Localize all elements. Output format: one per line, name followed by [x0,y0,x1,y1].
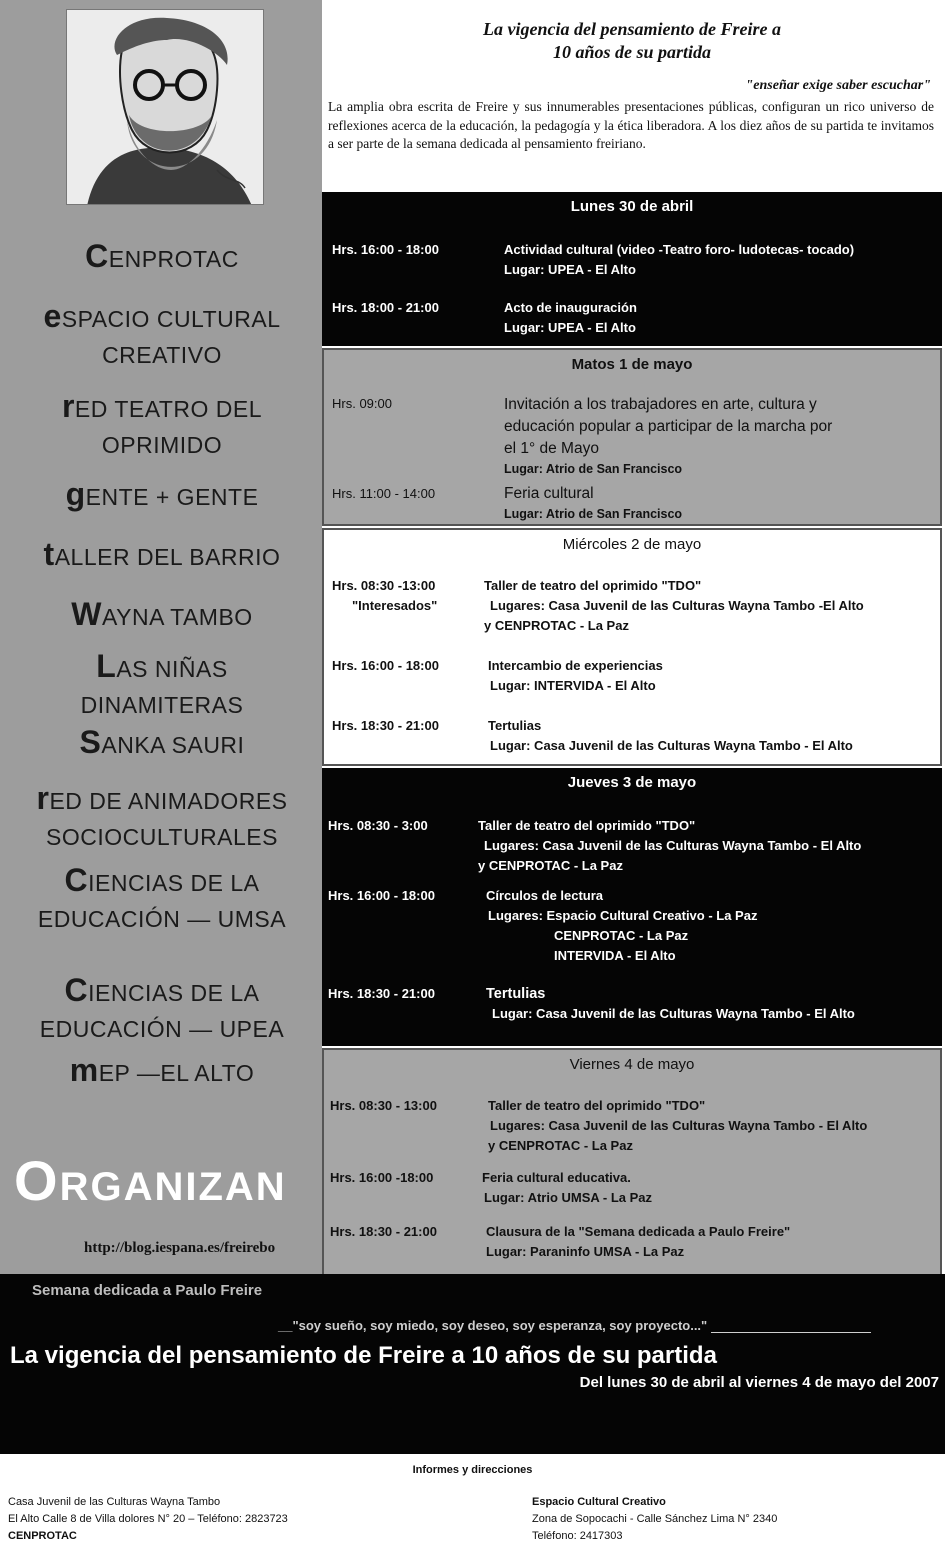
bottom-banner [0,1274,945,1454]
organizer-wayna-tambo: WAYNA TAMBO [71,596,253,632]
day-block-lunes: Lunes 30 de abril Hrs. 16:00 - 18:00 Actividad cultural (video -Teatro foro- ludotecas- tocado) Lugar: UPEA - El Alto Hrs. 18:00 - 21:00 Acto de inauguración Lugar: UPEA - El Alto [322,192,942,346]
banner-quote: __"soy sueño, soy miedo, soy deseo, soy esperanza, soy proyecto..." [278,1318,871,1333]
event-time: Hrs. 16:00 - 18:00 [332,242,439,257]
organizer-ninas-dinamiteras: LAS NIÑAS DINAMITERAS [80,648,244,718]
organizer-cenprotac: CENPROTAC [85,238,239,274]
banner-semana-label: Semana dedicada a Paulo Freire [32,1282,263,1299]
organizer-espacio-cultural: eSPACIO CULTURAL CREATIVO [43,298,281,368]
event-note: "Interesados" [352,598,438,613]
organizers-column [0,0,322,1274]
footer-title: Informes y direcciones [412,1464,533,1476]
day-title: Jueves 3 de mayo [567,774,697,791]
day-block-viernes: Viernes 4 de mayo Hrs. 08:30 - 13:00 Taller de teatro del oprimido "TDO" Lugares: Casa Juvenil de las Culturas Wayna Tambo - El Alto y CENPROTAC - La Paz Hrs. 16:00 -18:00 Feria cultural educativa. Lugar: Atrio UMSA - La Paz Hrs. 18:30 - 21:00 Clausura de la "Semana dedicada a Paulo Freire" Lugar: Paraninfo UMSA - La Paz [322,1048,942,1278]
banner-title: La vigencia del pensamiento de Freire a 10 años de su partida [10,1342,717,1369]
event-time: Hrs. 18:30 - 21:00 [330,1224,437,1239]
event-time: Hrs. 09:00 [332,396,392,411]
day-title: Lunes 30 de abril [570,198,694,215]
event-time: Hrs. 08:30 - 3:00 [328,818,428,833]
address-right: Espacio Cultural Creativo Zona de Sopocachi - Calle Sánchez Lima N° 2340 Teléfono: 2417303 [532,1496,778,1542]
header-quote: "enseñar exige saber escuchar" [745,78,931,93]
event-time: Hrs. 16:00 - 18:00 [332,658,439,673]
event-time: Hrs. 16:00 - 18:00 [328,888,435,903]
banner-dates: Del lunes 30 de abril al viernes 4 de mayo del 2007 [579,1374,939,1391]
event-time: Hrs. 18:30 - 21:00 [328,986,435,1001]
event-time: Hrs. 18:30 - 21:00 [332,718,439,733]
blog-url-link[interactable]: http://blog.iespana.es/freirebo [84,1240,276,1256]
event-time: Hrs. 08:30 -13:00 [332,578,436,593]
day-block-miercoles: Miércoles 2 de mayo Hrs. 08:30 -13:00 "Interesados" Taller de teatro del oprimido "TDO" Lugares: Casa Juvenil de las Culturas Wayna Tambo -El Alto y CENPROTAC - La Paz Hrs. 16:00 - 18:00 Intercambio de experiencias Lugar: INTERVIDA - El Alto Hrs. 18:30 - 21:00 Tertulias Lugar: Casa Juvenil de las Culturas Wayna Tambo - El Alto [322,528,942,766]
day-block-jueves: Jueves 3 de mayo Hrs. 08:30 - 3:00 Taller de teatro del oprimido "TDO" Lugares: Casa Juvenil de las Culturas Wayna Tambo - El Alto y CENPROTAC - La Paz Hrs. 16:00 - 18:00 Círculos de lectura Lugares: Espacio Cultural Creativo - La Paz CENPROTAC - La Paz INTERVIDA - El Alto Hrs. 18:30 - 21:00 Tertulias Lugar: Casa Juvenil de las Culturas Wayna Tambo - El Alto [322,768,942,1046]
event-time: Hrs. 08:30 - 13:00 [330,1098,437,1113]
day-title: Matos 1 de mayo [571,356,693,373]
event-time: Hrs. 16:00 -18:00 [330,1170,434,1185]
organizer-red-animadores: rED DE ANIMADORES SOCIOCULTURALES [36,780,288,850]
organizer-ciencias-umsa: CIENCIAS DE LA EDUCACIÓN — UMSA [37,862,287,932]
header-title: La vigencia del pensamiento de Freire a 10 años de su partida [483,19,781,62]
address-left: Casa Juvenil de las Culturas Wayna Tambo El Alto Calle 8 de Villa dolores N° 20 – Teléfono: 2823723 CENPROTAC [8,1496,288,1542]
organizer-taller-barrio: tALLER DEL BARRIO [43,536,281,572]
footer-contacts [0,1454,945,1556]
organizan-heading: ORGANIZAN [14,1149,287,1212]
event-time: Hrs. 18:00 - 21:00 [332,300,439,315]
freire-portrait-image [66,9,264,205]
organizer-red-teatro: rED TEATRO DEL OPRIMIDO [61,388,263,458]
event-time: Hrs. 11:00 - 14:00 [332,486,436,501]
day-title: Viernes 4 de mayo [569,1056,695,1073]
header-intro: La amplia obra escrita de Freire y sus innumerables presentaciones públicas, configuran un rico universo de reflexiones acerca de la educación, la pedagogía y la ética liberadora. A los diez años de su partida te invitamos a ser parte de la semana dedicada al pensamiento freiriano. [328,99,934,151]
organizer-mep-el-alto: mEP —EL ALTO [69,1052,255,1088]
day-block-martes: Matos 1 de mayo Hrs. 09:00 Invitación a los trabajadores en arte, cultura y educación popular a participar de la marcha por el 1° de Mayo Lugar: Atrio de San Francisco Hrs. 11:00 - 14:00 Feria cultural Lugar: Atrio de San Francisco [322,348,942,526]
organizer-sanka-sauri: SANKA SAURI [79,724,245,760]
organizer-gente-gente: gENTE + GENTE [65,476,259,512]
organizer-ciencias-upea: CIENCIAS DE LA EDUCACIÓN — UPEA [39,972,285,1042]
day-title: Miércoles 2 de mayo [562,536,702,553]
